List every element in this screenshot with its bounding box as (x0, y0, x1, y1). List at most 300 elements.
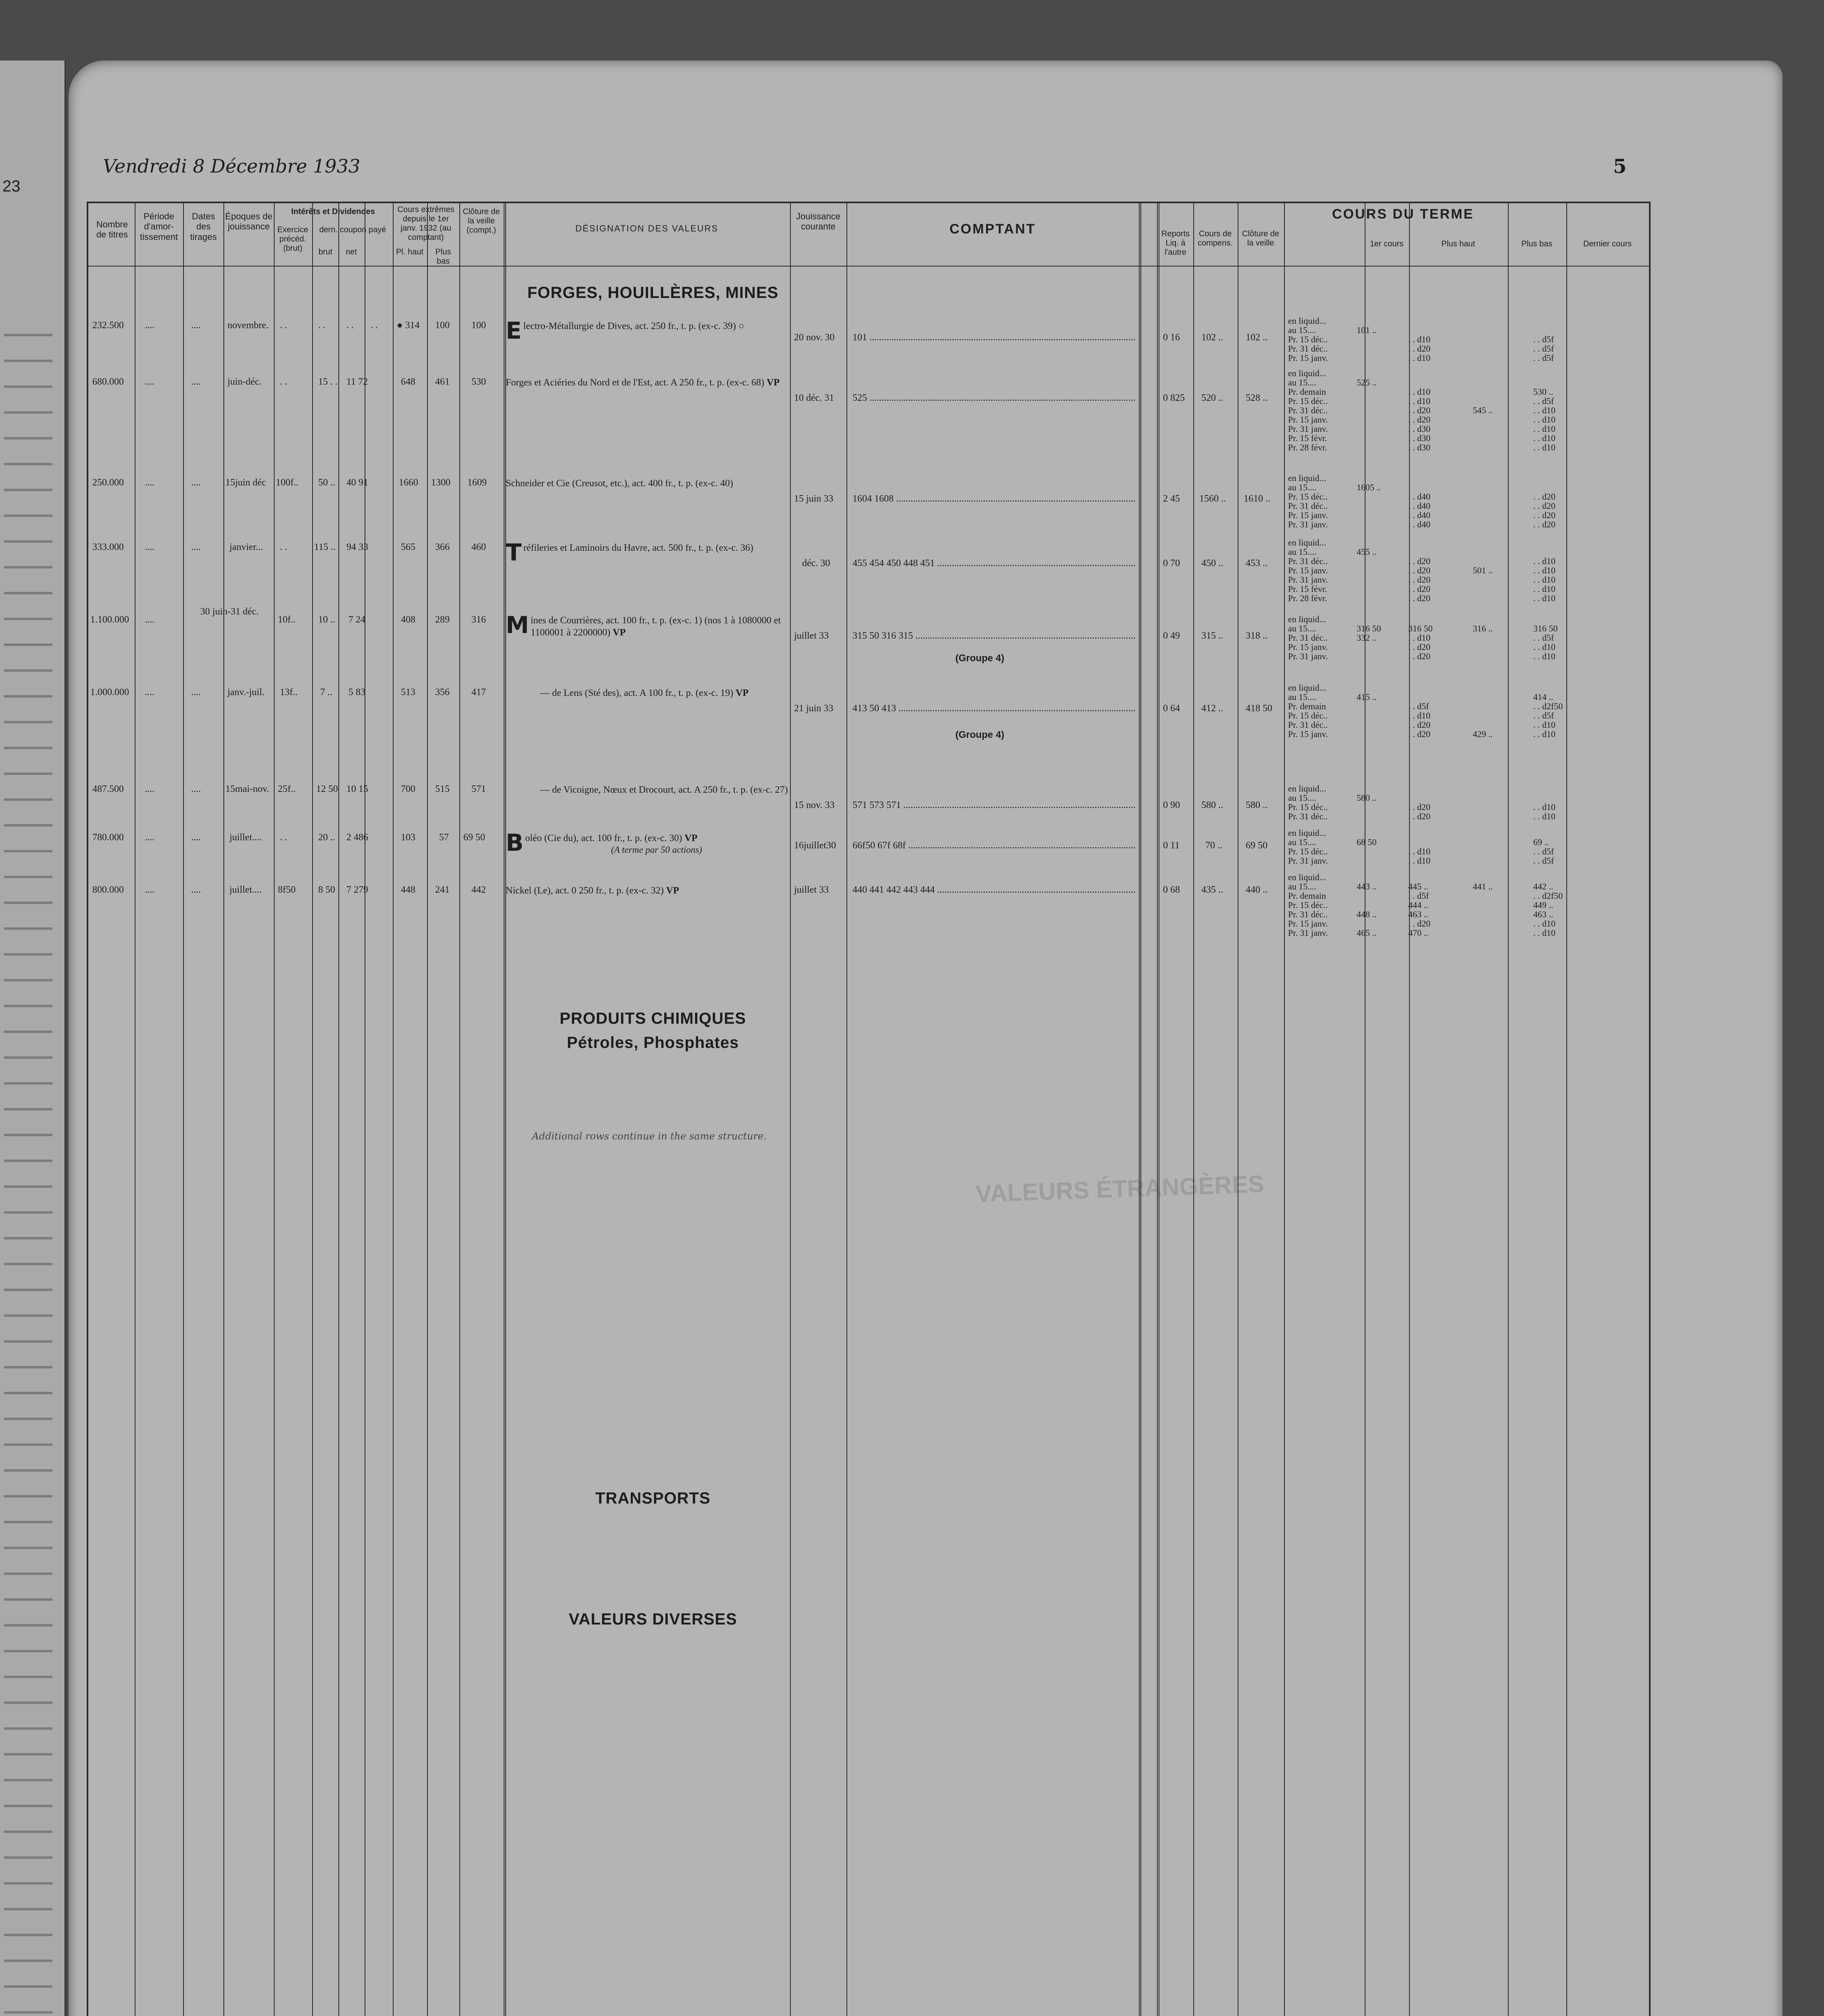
designation-text: Schneider et Cie (Creusot, etc.), act. 400 fr., t. p. (ex-c. 40) (506, 478, 733, 489)
cell-brut: 10 15 (346, 784, 368, 794)
terme-haut: . . d20 (1408, 414, 1430, 425)
terme-dernier: . . d10 (1533, 414, 1555, 425)
terme-label: en liquid... (1288, 473, 1326, 483)
section-title: VALEURS DIVERSES (569, 1610, 737, 1628)
cell-comptant: 315 50 316 315 ..... (853, 631, 1135, 641)
designation-text: ines de Courrières, act. 100 fr., t. p. (ex-c. 1) (nos 1 à 1080000 et 1100001 à 2200000) (530, 615, 781, 638)
rule (223, 203, 224, 2016)
terme-haut: . . d20 (1408, 556, 1430, 566)
terme-haut: . . d30 (1408, 433, 1430, 443)
cell-cloture: 100 (471, 320, 486, 331)
cell-tirages: .... (191, 687, 201, 698)
terme-line (1288, 702, 1623, 711)
cell-jouissance-courante: juillet 33 (794, 885, 829, 895)
cell-cloture-veille: 453 .. (1246, 558, 1267, 569)
terme-label: Pr. 28 févr. (1288, 442, 1327, 452)
col-interets: Intérêts et Dividendes (291, 207, 375, 216)
cell-reports: 2 45 (1163, 494, 1180, 504)
terme-dernier: . . d10 (1533, 928, 1555, 938)
terme-haut: . . d20 (1408, 802, 1430, 812)
terme-label: en liquid... (1288, 614, 1326, 624)
terme-label: Pr. 31 janv. (1288, 424, 1328, 434)
terme-label: Pr. 31 déc.. (1288, 720, 1328, 730)
cell-nombre: 680.000 (92, 377, 124, 387)
designation-note: (A terme par 50 actions) (611, 845, 702, 855)
col-cloture-veille: Clôture de la veille (1242, 229, 1280, 248)
cell-designation (506, 829, 788, 856)
section-title: PRODUITS CHIMIQUES (559, 1010, 746, 1027)
cell-brut: 94 33 (346, 542, 368, 552)
section-subtitle: Pétroles, Phosphates (567, 1034, 739, 1052)
cell-brut: 40 91 (346, 477, 368, 488)
terme-line (1288, 837, 1623, 847)
terme-line (1288, 538, 1623, 547)
terme-dernier: . . d5f (1533, 710, 1554, 721)
terme-block (1288, 473, 1623, 529)
terme-line (1288, 575, 1623, 584)
terme-dernier: . . d5f (1533, 353, 1554, 363)
cell-nombre: 487.500 (92, 784, 124, 794)
cell-nombre: 232.500 (92, 320, 124, 331)
col-plus-haut: Plus haut (1441, 240, 1475, 248)
cell-exercice: 10f.. (278, 614, 296, 625)
terme-label: Pr. 31 janv. (1288, 928, 1328, 938)
cell-plus-bas: 461 (435, 377, 450, 387)
terme-line (1288, 891, 1623, 900)
terme-line (1288, 344, 1623, 353)
cell-exercice: 100f.. (276, 477, 298, 488)
terme-dernier: . . d10 (1533, 584, 1555, 594)
terme-premier: 68 50 (1357, 837, 1377, 847)
terme-dernier: 449 .. (1533, 900, 1553, 910)
col-net: net (346, 248, 357, 256)
cell-periode: .... (145, 784, 154, 794)
cell-tirages: .... (191, 477, 201, 488)
terme-dernier: . . d10 (1533, 642, 1555, 652)
col-comptant: COMPTANT (949, 221, 1036, 237)
drop-cap: T (506, 539, 522, 566)
groupe-label: (Groupe 4) (955, 729, 1005, 740)
cell-reports: 0 70 (1163, 558, 1180, 569)
terme-label: au 15.... (1288, 881, 1317, 891)
cell-brut: 7 24 (348, 614, 365, 625)
terme-line (1288, 316, 1623, 325)
cell-pl-haut: 513 (401, 687, 415, 698)
cell-cloture-veille: 102 .. (1246, 332, 1267, 343)
terme-line (1288, 919, 1623, 928)
terme-line (1288, 378, 1623, 387)
terme-label: Pr. 31 déc.. (1288, 909, 1328, 919)
cell-comptant: 571 573 571 ..... (853, 800, 1135, 811)
terme-line (1288, 556, 1623, 566)
terme-block (1288, 316, 1623, 362)
terme-label: Pr. 31 déc.. (1288, 501, 1328, 511)
mark: VP (767, 377, 780, 388)
cell-tirages: .... (191, 320, 201, 331)
terme-haut: . . d20 (1408, 584, 1430, 594)
cell-designation (506, 539, 788, 566)
terme-dernier: . . d5f (1533, 396, 1554, 406)
cell-jouissance-courante: 15 juin 33 (794, 494, 834, 504)
terme-label: Pr. 31 janv. (1288, 575, 1328, 585)
terme-haut: . . d20 (1408, 651, 1430, 661)
terme-line (1288, 483, 1623, 492)
terme-haut: . . d40 (1408, 510, 1430, 520)
terme-bas: 545 .. (1473, 405, 1493, 415)
designation-text: réfileries et Laminoirs du Havre, act. 500 fr., t. p. (ex-c. 36) (523, 543, 754, 553)
page-date: Vendredi 8 Décembre 1933 (103, 155, 361, 177)
terme-haut: 444 .. (1408, 900, 1428, 910)
cell-cloture: 69 50 (463, 832, 485, 843)
cell-designation (506, 885, 788, 897)
cell-periode: .... (145, 377, 154, 387)
terme-premier: 316 50 (1357, 623, 1381, 633)
terme-line (1288, 624, 1623, 633)
cell-comptant: 455 454 450 448 451 ..... (853, 558, 1135, 569)
col-exercice: Exercice précéd. (brut) (277, 225, 309, 253)
terme-label: Pr. 15 janv. (1288, 353, 1328, 363)
terme-premier: 465 .. (1357, 928, 1377, 938)
terme-haut: . . d5f (1408, 891, 1429, 901)
terme-label: Pr. 31 déc.. (1288, 405, 1328, 415)
terme-dernier: . . d5f (1533, 846, 1554, 856)
terme-line (1288, 652, 1623, 661)
terme-line (1288, 594, 1623, 603)
previous-page-lines (4, 310, 52, 2016)
cell-plus-bas: 515 (435, 784, 450, 794)
rule (393, 203, 394, 2016)
cell-pl-haut: 700 (401, 784, 415, 794)
rule (790, 203, 791, 2016)
col-cours-du-terme: COURS DU TERME (1332, 206, 1474, 222)
cell-exercice: . . (280, 542, 287, 552)
terme-line (1288, 633, 1623, 642)
cell-nombre: 333.000 (92, 542, 124, 552)
terme-line (1288, 424, 1623, 433)
terme-dernier: 463 .. (1533, 909, 1553, 919)
cell-cloture-veille: 528 .. (1246, 393, 1267, 403)
col-pl-haut: Pl. haut (396, 248, 423, 256)
cell-coupon: 20 .. (318, 832, 335, 843)
terme-label: en liquid... (1288, 783, 1326, 793)
terme-line (1288, 369, 1623, 378)
cell-periode: .... (145, 320, 154, 331)
terme-label: Pr. 15 déc.. (1288, 846, 1328, 856)
terme-label: en liquid... (1288, 872, 1326, 882)
terme-dernier: . . d20 (1533, 519, 1555, 529)
cell-tirages: .... (191, 784, 201, 794)
terme-line (1288, 547, 1623, 556)
terme-label: Pr. 15 déc.. (1288, 900, 1328, 910)
cell-coupon: 8 50 (318, 885, 335, 895)
cell-brut: 2 486 (346, 832, 368, 843)
cell-designation (540, 784, 788, 796)
cell-jouissance: novembre. (227, 320, 269, 331)
cell-pl-haut: 648 (401, 377, 415, 387)
col-brut: brut (318, 248, 333, 256)
cell-plus-bas: 1300 (431, 477, 450, 488)
terme-label: Pr. demain (1288, 387, 1326, 397)
designation-text: Nickel (Le), act. 0 250 fr., t. p. (ex-c. 32) (506, 885, 664, 896)
terme-dernier: . . d10 (1533, 424, 1555, 434)
rule (338, 203, 339, 2016)
terme-line (1288, 415, 1623, 424)
terme-label: Pr. 15 janv. (1288, 510, 1328, 520)
terme-premier: 332 .. (1357, 633, 1377, 643)
previous-page-number: 23 (2, 177, 21, 195)
terme-dernier: . . d20 (1533, 492, 1555, 502)
cell-net: . . (371, 320, 378, 331)
terme-label: en liquid... (1288, 316, 1326, 326)
terme-haut: . . d20 (1408, 918, 1430, 929)
terme-dernier: . . d10 (1533, 811, 1555, 821)
cell-tirages: 30 juin-31 déc. (200, 606, 259, 617)
terme-label: au 15.... (1288, 482, 1317, 492)
cell-pl-haut: 565 (401, 542, 415, 552)
col-nombre: Nombre de titres (96, 219, 128, 240)
terme-label: Pr. 31 janv. (1288, 856, 1328, 866)
cell-exercice: . . (280, 377, 287, 387)
overflow-note: Additional rows continue in the same structure. (532, 1131, 767, 1142)
terme-line (1288, 729, 1623, 739)
rule (427, 203, 428, 2016)
col-periode: Période d'amor-tissement (140, 211, 178, 242)
terme-haut: 463 .. (1408, 909, 1428, 919)
col-designation: DÉSIGNATION DES VALEURS (575, 223, 719, 233)
cell-brut: 11 72 (346, 377, 368, 387)
terme-haut: . . d10 (1408, 710, 1430, 721)
cell-cloture-veille: 580 .. (1246, 800, 1267, 810)
cell-coupon: 12 50 (316, 784, 338, 794)
terme-haut: . . d10 (1408, 334, 1430, 344)
terme-dernier: 530 .. (1533, 387, 1553, 397)
col-tirages: Dates des tirages (190, 211, 217, 242)
terme-haut: . . d20 (1408, 575, 1430, 585)
cell-cloture-veille: 418 50 (1246, 703, 1272, 714)
cell-nombre: 1.000.000 (90, 687, 129, 698)
cell-cloture-veille: 1610 .. (1244, 494, 1270, 504)
col-dern-coupon: dern. coupon payé (319, 225, 386, 234)
terme-label: Pr. 15 janv. (1288, 729, 1328, 739)
terme-label: en liquid... (1288, 368, 1326, 378)
terme-label: Pr. 15 déc.. (1288, 802, 1328, 812)
terme-haut: . . d20 (1408, 720, 1430, 730)
cell-tirages: .... (191, 832, 201, 843)
cell-cloture: 417 (471, 687, 486, 698)
col-plus-bas-terme: Plus bas (1521, 240, 1553, 248)
previous-page-fragment (0, 60, 66, 2016)
cell-comptant: 101 ..... (853, 332, 1135, 343)
cell-cloture: 460 (471, 542, 486, 552)
terme-line (1288, 510, 1623, 520)
terme-dernier: . . d10 (1533, 575, 1555, 585)
terme-haut: . . d20 (1408, 344, 1430, 354)
terme-block (1288, 873, 1623, 937)
terme-haut: . . d10 (1408, 633, 1430, 643)
cell-exercice: . . (280, 320, 287, 331)
cell-tirages: .... (191, 885, 201, 895)
terme-haut: . . d40 (1408, 519, 1430, 529)
terme-line (1288, 856, 1623, 865)
cell-comptant: 1604 1608 ..... (853, 494, 1135, 504)
terme-premier: 455 .. (1357, 547, 1377, 557)
terme-dernier: . . d10 (1533, 918, 1555, 929)
terme-dernier: . . d10 (1533, 556, 1555, 566)
cell-jouissance: juin-déc. (227, 377, 262, 387)
terme-line (1288, 812, 1623, 821)
terme-line (1288, 501, 1623, 510)
terme-line (1288, 492, 1623, 501)
designation-text: lectro-Métallurgie de Dives, act. 250 fr., t. p. (ex-c. 39) (523, 321, 736, 331)
cell-exercice: 8f50 (278, 885, 296, 895)
terme-line (1288, 566, 1623, 575)
section-title: TRANSPORTS (595, 1489, 711, 1507)
terme-line (1288, 900, 1623, 910)
terme-dernier: . . d10 (1533, 729, 1555, 739)
terme-label: Pr. 15 févr. (1288, 433, 1327, 443)
rule (1193, 203, 1194, 2016)
terme-label: Pr. 31 janv. (1288, 651, 1328, 661)
cell-plus-bas: 57 (439, 832, 449, 843)
terme-label: Pr. 31 déc.. (1288, 811, 1328, 821)
cell-reports: 0 49 (1163, 631, 1180, 641)
terme-label: en liquid... (1288, 683, 1326, 693)
cell-cloture: 316 (471, 614, 486, 625)
terme-line (1288, 353, 1623, 362)
cell-plus-bas: 241 (435, 885, 450, 895)
terme-dernier: . . d5f (1533, 344, 1554, 354)
cell-cloture-veille: 318 .. (1246, 631, 1267, 641)
terme-line (1288, 847, 1623, 856)
cell-designation (506, 317, 788, 344)
cell-jouissance: 15mai-nov. (225, 784, 269, 794)
rule (1139, 203, 1141, 2016)
terme-line (1288, 910, 1623, 919)
terme-dernier: . . d5f (1533, 334, 1554, 344)
col-premier-cours: 1er cours (1370, 240, 1404, 248)
terme-label: au 15.... (1288, 547, 1317, 557)
cell-tirages: .... (191, 377, 201, 387)
designation-text: Forges et Aciéries du Nord et de l'Est, act. A 250 fr., t. p. (ex-c. 68) (506, 377, 765, 388)
col-jouissance: Époques de jouissance (225, 211, 273, 232)
cell-periode: .... (145, 885, 154, 895)
cell-pl-haut: 448 (401, 885, 415, 895)
mark: VP (684, 833, 698, 843)
terme-dernier: . . d2f50 (1533, 891, 1563, 901)
terme-label: Pr. 31 déc.. (1288, 344, 1328, 354)
cell-exercice: . . (280, 832, 287, 843)
cell-exercice: 13f.. (280, 687, 298, 698)
terme-label: Pr. 31 déc.. (1288, 556, 1328, 566)
terme-dernier: 69 .. (1533, 837, 1549, 847)
terme-bas: 316 .. (1473, 623, 1493, 633)
header-rule (88, 266, 1649, 267)
terme-line (1288, 473, 1623, 483)
terme-label: au 15.... (1288, 377, 1317, 387)
terme-label: Pr. demain (1288, 891, 1326, 901)
terme-line (1288, 325, 1623, 335)
terme-line (1288, 642, 1623, 652)
drop-cap: — (540, 785, 550, 795)
terme-label: Pr. 15 janv. (1288, 414, 1328, 425)
terme-dernier: . . d20 (1533, 501, 1555, 511)
cell-designation (506, 477, 788, 489)
cell-comptant: 525 ..... (853, 393, 1135, 404)
terme-haut: . . d10 (1408, 353, 1430, 363)
cell-nombre: 780.000 (92, 832, 124, 843)
terme-label: au 15.... (1288, 692, 1317, 702)
terme-haut: . . d5f (1408, 701, 1429, 711)
cell-compens: 70 .. (1205, 840, 1222, 851)
designation-text: de Vicoigne, Nœux et Drocourt, act. A 250 fr., t. p. (ex-c. 27) (552, 785, 788, 795)
terme-label: Pr. 15 janv. (1288, 918, 1328, 929)
mark: VP (666, 885, 679, 896)
col-dernier-cours: Dernier cours (1583, 240, 1632, 248)
cell-brut: 7 279 (346, 885, 368, 895)
terme-premier: 101 .. (1357, 325, 1377, 335)
section-title: FORGES, HOUILLÈRES, MINES (527, 284, 779, 302)
cell-jouissance-courante: 20 nov. 30 (794, 332, 835, 343)
terme-dernier: . . d10 (1533, 565, 1555, 575)
terme-dernier: . . d2f50 (1533, 701, 1563, 711)
cell-cloture: 442 (471, 885, 486, 895)
cell-tirages: .... (191, 542, 201, 552)
cell-pl-haut: 1660 (399, 477, 418, 488)
terme-haut: . . d20 (1408, 593, 1430, 603)
rule (1284, 203, 1285, 2016)
terme-dernier: . . d20 (1533, 510, 1555, 520)
terme-block (1288, 828, 1623, 865)
cell-compens: 1560 .. (1199, 494, 1226, 504)
terme-premier: 448 .. (1357, 909, 1377, 919)
cell-compens: 412 .. (1201, 703, 1223, 714)
mark: ○ (738, 321, 744, 331)
terme-block (1288, 614, 1623, 661)
cell-reports: 0 825 (1163, 393, 1185, 403)
terme-haut: . . d20 (1408, 811, 1430, 821)
terme-label: Pr. 31 janv. (1288, 519, 1328, 529)
cell-jouissance: janvier... (229, 542, 263, 552)
cell-compens: 520 .. (1201, 393, 1223, 403)
cell-nombre: 800.000 (92, 885, 124, 895)
terme-haut: . . d20 (1408, 405, 1430, 415)
col-plus-bas: Plus bas (435, 248, 451, 266)
terme-line (1288, 520, 1623, 529)
col-cours-extremes: Cours extrêmes depuis le 1er janv. 1932 (au comptant) (397, 205, 454, 242)
terme-haut: . . d10 (1408, 387, 1430, 397)
terme-haut: 470 .. (1408, 928, 1428, 938)
terme-dernier: 316 50 (1533, 623, 1558, 633)
cell-jouissance-courante: 15 nov. 33 (794, 800, 835, 810)
designation-text: de Lens (Sté des), act. A 100 fr., t. p. (ex-c. 19) (552, 688, 734, 698)
terme-label: Pr. 28 févr. (1288, 593, 1327, 603)
terme-dernier: . . d10 (1533, 405, 1555, 415)
terme-line (1288, 928, 1623, 937)
terme-label: au 15.... (1288, 837, 1317, 847)
terme-haut: . . d10 (1408, 856, 1430, 866)
cell-cloture: 1609 (467, 477, 487, 488)
terme-haut: . . d40 (1408, 492, 1430, 502)
terme-label: Pr. 15 janv. (1288, 565, 1328, 575)
cell-brut: 5 83 (348, 687, 365, 698)
terme-haut: 316 50 (1408, 623, 1433, 633)
terme-line (1288, 873, 1623, 882)
terme-label: Pr. 31 déc.. (1288, 633, 1328, 643)
cell-cloture-veille: 69 50 (1246, 840, 1267, 851)
terme-haut: . . d10 (1408, 846, 1430, 856)
cell-jouissance-courante: déc. 30 (802, 558, 830, 569)
terme-haut: . . d30 (1408, 442, 1430, 452)
